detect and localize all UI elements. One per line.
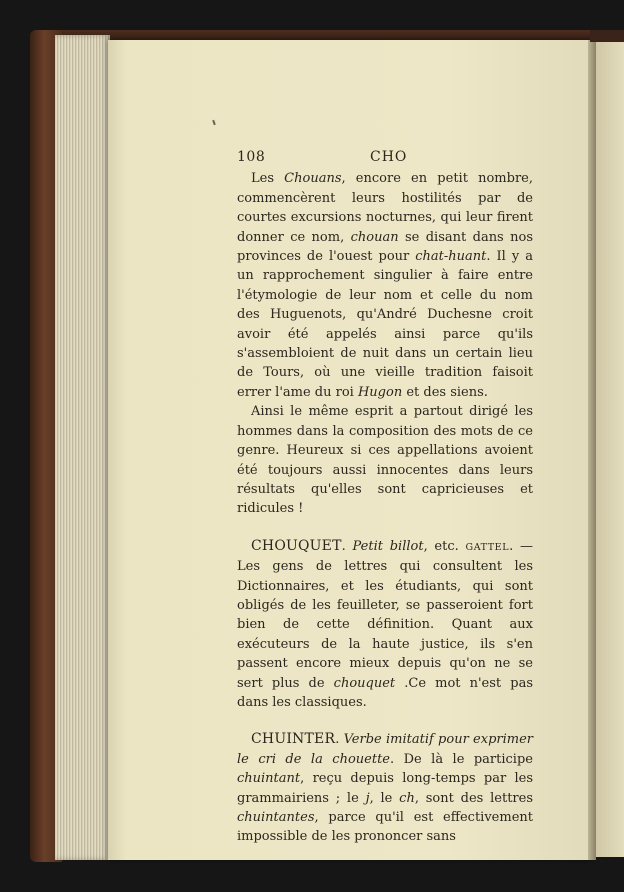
italic-run: chuintantes [237,810,315,825]
italic-run: chat-huant [415,249,487,265]
headword-chuinter: CHUINTER [251,731,336,748]
text-run: . De là le participe [389,751,533,767]
italic-run: chouan [350,229,399,245]
page-text [237,148,533,847]
text-run: . — Les gens de lettres qui consultent les Dictionnaires, et les étudiants, qui sont obligés de les feuilleter, se passeroient fort bien de cette définition. Quant aux exécuteurs de la haute justice, ils s'en passent encore mieux depuis qu'on ne se sert plus de [237,538,533,691]
book-cover-right [590,30,624,42]
text-run: Les [251,171,285,187]
text-run: , le [369,790,400,806]
text-run: , etc. [423,538,466,554]
italic-run: chuintant [237,771,301,787]
paragraph-ainsi: Ainsi le même esprit a partout dirigé les hommes dans la composition des mots de ce genre. Heureux si ces appellations avoient été toujours aussi innocentes dans leurs résultats qu'elles sont capricieuses et ridicules ! [237,404,533,517]
entry-chuinter [237,730,533,846]
running-head: CHO [370,149,408,165]
italic-run: Hugon [357,384,403,400]
page-header [237,148,533,167]
text-run: . [341,538,353,554]
italic-run: Petit billot [352,538,424,554]
text-run: , encore en petit nombre, commencèrent leurs hostilités par de courtes excursions nocturnes, qui leur firent donner ce nom, [237,171,533,245]
headword-chouquet: CHOUQUET [251,537,342,554]
text-run: , sont des lettres [414,790,533,806]
entry-gap [237,712,533,730]
text-run: . [335,732,344,748]
text-run: , parce qu'il est effectivement impossible de les prononcer sans [237,810,533,845]
text-run: .Ce mot n'est pas dans les classiques. [237,675,533,710]
italic-run: chouquet [333,675,396,691]
page-gutter [588,40,596,860]
entry-gap [237,519,533,537]
page-number: 108 [237,149,266,165]
italic-run: ch [399,790,415,806]
entry-chouquet [237,537,533,713]
text-run: et des siens. [402,384,488,400]
text-run: . Il y a un rapprochement singulier à faire entre l'étymologie de leur nom et celle du nom des Huguenots, qu'André Duchesne croit avoir été appelés ainsi parce qu'ils s'assembloient de nuit dans un certain lieu de Tours, où une vieille tradition faisoit errer l'ame du roi [237,249,533,400]
italic-run: j [365,790,370,806]
paragraph-chouans [237,169,533,402]
italic-run: Chouans [284,171,342,187]
facing-page-edge [596,42,624,857]
text-run: se disant dans nos provinces de l'ouest pour [237,229,533,265]
source-citation: GATTEL [465,541,510,553]
page-edges [55,35,110,860]
italic-run: Verbe imitatif pour exprimer le cri de la chouette [237,732,534,767]
text-run: , reçu depuis long-temps par les grammairiens ; le [237,771,533,806]
